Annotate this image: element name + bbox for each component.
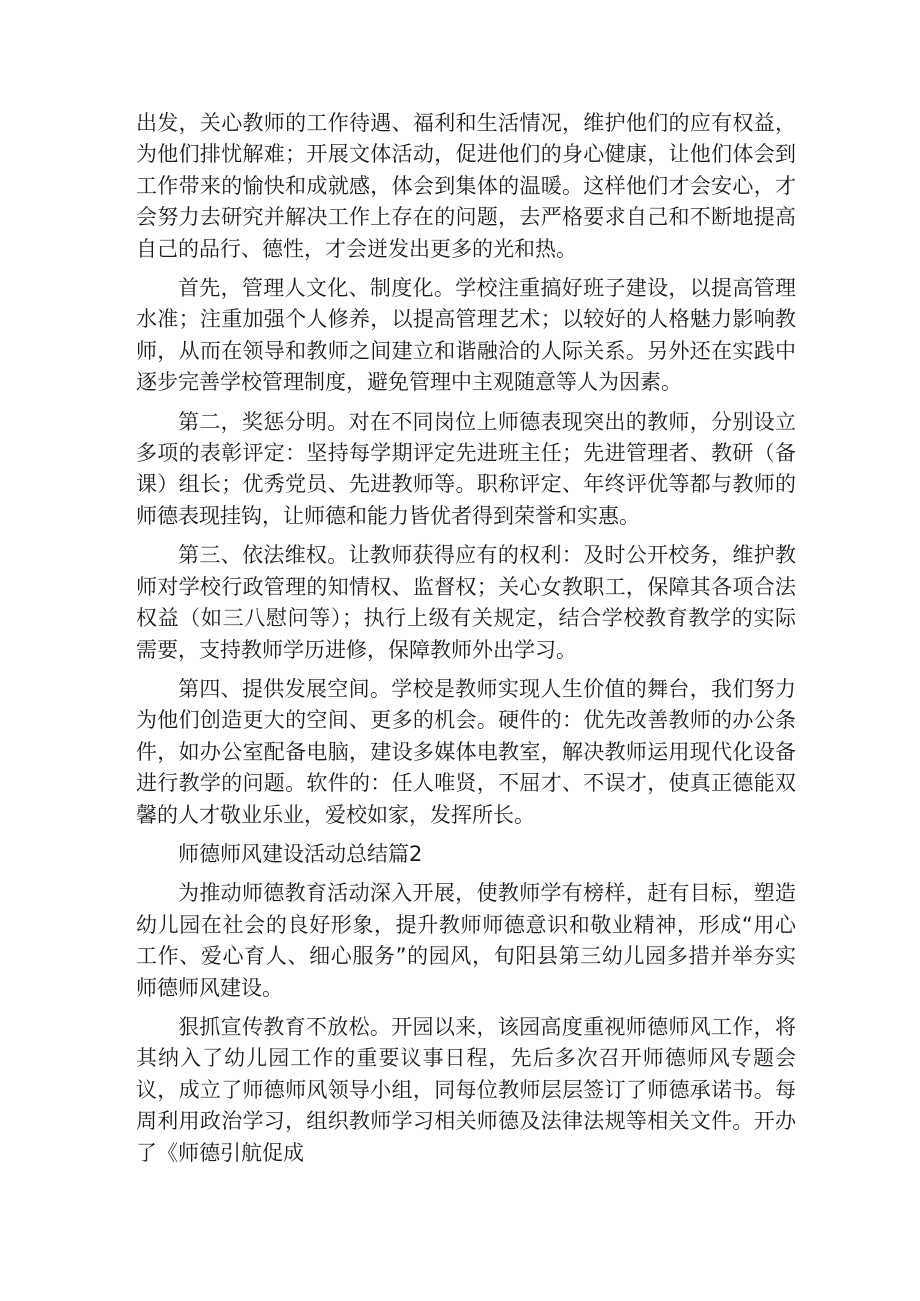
document-body [136,108,796,1177]
paragraph-publicity: 狠抓宣传教育不放松。开园以来，该园高度重视师德师风工作，将其纳入了幼儿园工作的重要议事日程，先后多次召开师德师风专题会议，成立了师德师风领导小组，同每位教师层层签订了师德承诺书。每周利用政治学习，组织教师学习相关师德及法律法规等相关文件。开办了《师德引航促成 [136,1014,796,1165]
paragraph-development: 第四、提供发展空间。学校是教师实现人生价值的舞台，我们努力为他们创造更大的空间、更多的机会。硬件的：优先改善教师的办公条件，如办公室配备电脑，建设多媒体电教室，解决教师运用现代化设备进行教学的问题。软件的：任人唯贤，不屈才、不误才，使真正德能双馨的人才敬业乐业，爱校如家，发挥所长。 [136,676,796,827]
paragraph-rewards: 第二，奖惩分明。对在不同岗位上师德表现突出的教师，分别设立多项的表彰评定：坚持每学期评定先进班主任；先进管理者、教研（备课）组长；优秀党员、先进教师等。职称评定、年终评优等都与教师的师德表现挂钩，让师德和能力皆优者得到荣誉和实惠。 [136,409,796,528]
section-heading: 师德师风建设活动总结篇2 [178,841,423,866]
paragraph-management: 首先，管理人文化、制度化。学校注重搞好班子建设，以提高管理水准；注重加强个人修养，以提高管理艺术；以较好的人格魅力影响教师，从而在领导和教师之间建立和谐融洽的人际关系。另外还在实践中逐步完善学校管理制度，避免管理中主观随意等人为因素。 [136,276,796,395]
paragraph-continuation: 出发，关心教师的工作待遇、福利和生活情况，维护他们的应有权益，为他们排忧解难；开展文体活动，促进他们的身心健康，让他们体会到工作带来的愉快和成就感，体会到集体的温暖。这样他们才会安心，才会努力去研究并解决工作上存在的问题，去严格要求自己和不断地提高自己的品行、德性，才会迸发出更多的光和热。 [136,111,796,261]
paragraph-rights: 第三、依法维权。让教师获得应有的权利：及时公开校务，维护教师对学校行政管理的知情权、监督权；关心女教职工，保障其各项合法权益（如三八慰问等）；执行上级有关规定，结合学校教育教学的实际需要，支持教师学历进修，保障教师外出学习。 [136,543,796,662]
paragraph-intro: 为推动师德教育活动深入开展，使教师学有榜样，赶有目标，塑造幼儿园在社会的良好形象，提升教师师德意识和敬业精神，形成“用心工作、爱心育人、细心服务”的园风，旬阳县第三幼儿园多措并举夯实师德师风建设。 [136,881,796,1000]
